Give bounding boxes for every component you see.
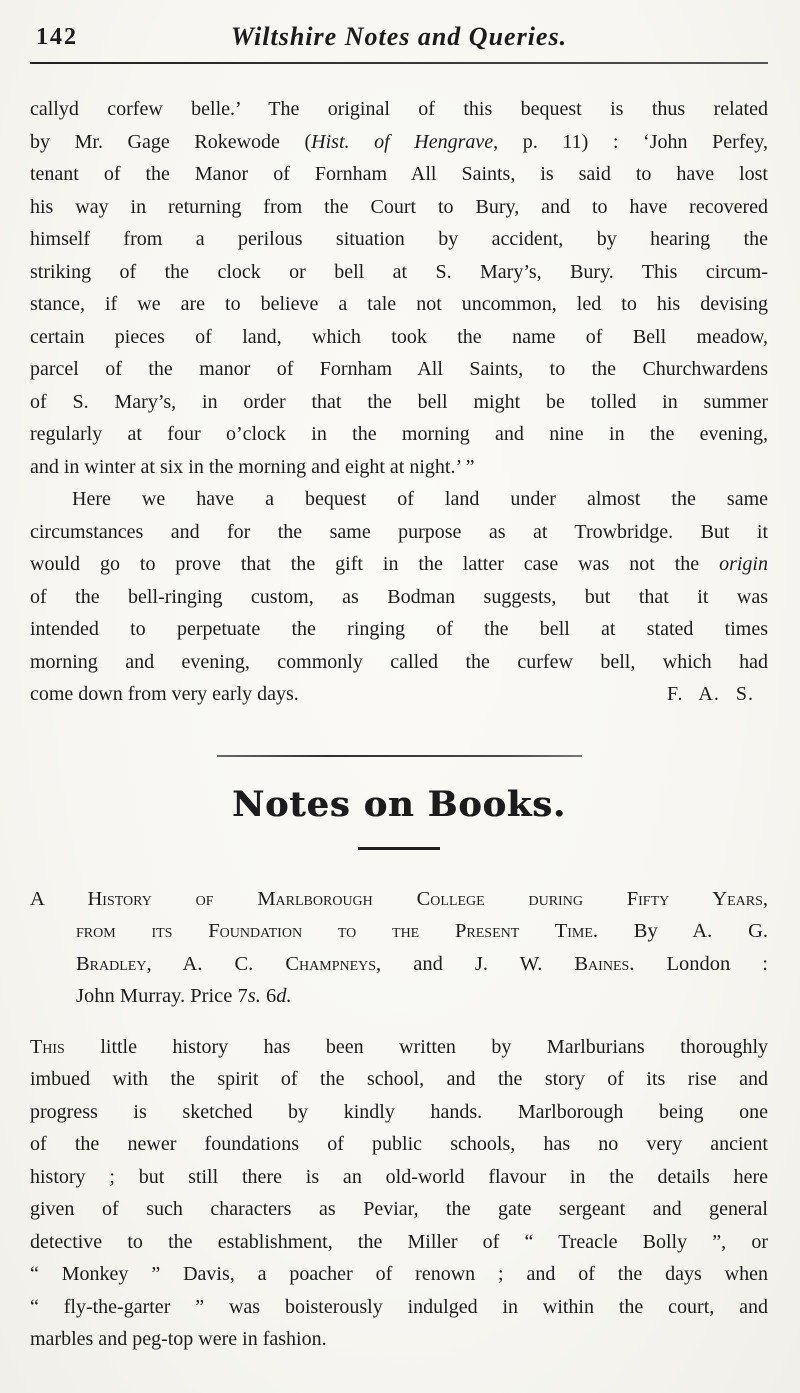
text-segment: stance, if we are to believe a tale not uncommon, led to his devising — [30, 293, 768, 315]
text-segment: and in winter at six in the morning and eight at night.’ ” — [30, 455, 475, 478]
page-number: 142 — [36, 24, 78, 50]
text-line — [30, 1161, 768, 1194]
text-line — [30, 256, 768, 289]
text-line — [30, 883, 768, 916]
text-line — [30, 1063, 768, 1096]
text-line — [30, 980, 768, 1013]
text-line — [30, 483, 768, 516]
text-segment: John Murray. Price 7 — [76, 985, 248, 1007]
text-line — [30, 418, 768, 451]
text-segment: of the bell-ringing custom, as Bodman suggests, but that it was — [30, 585, 768, 608]
text-line — [30, 451, 768, 484]
text-segment: J. W. Baines. — [442, 952, 667, 975]
book-citation — [30, 883, 768, 1013]
text-segment: London : — [666, 952, 769, 975]
text-segment: little history has been written by Marlburians thoroughly — [64, 1035, 768, 1058]
text-segment: would go to prove that the gift in the latter case was not the — [30, 553, 720, 575]
text-line — [30, 915, 768, 948]
text-segment: imbued with the spirit of the school, and the story of its rise and — [30, 1068, 768, 1090]
text-line — [30, 1096, 768, 1129]
text-segment: d. — [276, 985, 292, 1007]
text-line — [30, 678, 768, 711]
text-segment: striking of the clock or bell at S. Mary’s, Bury. This circum- — [30, 260, 768, 283]
text-segment: history ; but still there is an old-world flavour in the details here — [30, 1165, 768, 1188]
text-line — [30, 288, 768, 321]
text-segment: s. — [247, 985, 261, 1007]
text-segment: intended to perpetuate the ringing of the bell at stated times — [30, 618, 768, 640]
text-line — [30, 223, 768, 256]
text-segment: certain pieces of land, which took the name of Bell meadow, — [30, 325, 768, 348]
text-line — [30, 581, 768, 614]
text-segment: By A. G. — [633, 920, 768, 942]
text-segment: his — [42, 1035, 65, 1058]
text-line — [30, 548, 768, 581]
text-segment: detective to the establishment, the Miller of “ Treacle Bolly ”, or — [30, 1230, 768, 1253]
text-line — [30, 158, 768, 191]
heading-underline-rule — [358, 847, 440, 850]
section-divider-rule — [217, 755, 582, 757]
text-line — [30, 1031, 768, 1064]
text-segment: of the newer foundations of public schools, has no very ancient — [30, 1133, 768, 1155]
text-segment: circumstances and for the same purpose as at Trowbridge. But it — [30, 520, 768, 543]
text-line — [30, 1323, 768, 1356]
text-line — [30, 948, 768, 981]
text-segment: and — [413, 952, 443, 975]
text-segment: tenant of the Manor of Fornham All Saints, is said to have lost — [30, 163, 768, 185]
running-title: Wiltshire Notes and Queries. — [230, 22, 568, 51]
text-line — [30, 1193, 768, 1226]
text-segment: morning and evening, commonly called the curfew bell, which had — [30, 650, 768, 673]
text-segment: parcel of the manor of Fornham All Saints, to the Churchwardens — [30, 358, 768, 380]
text-line — [30, 126, 768, 159]
text-segment: from its Foundation to the Present Time. — [76, 920, 634, 942]
text-line — [30, 646, 768, 679]
text-segment: , p. 11) : ‘John Perfey, — [493, 130, 768, 153]
running-head — [30, 22, 768, 58]
text-line — [30, 1258, 768, 1291]
text-line — [30, 1291, 768, 1324]
text-segment: given of such characters as Peviar, the gate sergeant and general — [30, 1198, 768, 1220]
text-segment: Hist. of Hengrave — [311, 130, 494, 153]
article-continuation — [30, 93, 768, 711]
text-segment: by Mr. Gage Rokewode ( — [30, 130, 312, 153]
text-line — [30, 516, 768, 549]
text-segment: callyd corfew belle.’ The original of this bequest is thus related — [30, 98, 768, 120]
text-segment: 6 — [260, 985, 277, 1007]
text-segment: progress is sketched by kindly hands. Marlborough being one — [30, 1100, 768, 1123]
book-review — [30, 883, 768, 1356]
text-segment: himself from a perilous situation by accident, by hearing the — [30, 228, 768, 250]
text-segment: his way in returning from the Court to Bury, and to have recovered — [30, 195, 768, 218]
text-segment: “ Monkey ” Davis, a poacher of renown ; and of the days when — [30, 1263, 768, 1285]
section-heading-notes-on-books: Notes on Books. — [231, 783, 567, 825]
text-line — [30, 1226, 768, 1259]
text-line — [30, 1128, 768, 1161]
paragraph-curfew-bequest — [30, 93, 768, 483]
text-line — [30, 613, 768, 646]
text-segment: Bradley, A. C. Champneys, — [76, 952, 414, 975]
text-segment: origin — [719, 553, 768, 575]
text-segment: of S. Mary’s, in order that the bell might be tolled in summer — [30, 390, 768, 413]
text-segment: Here we have a bequest of land under almost the same — [72, 488, 768, 510]
text-line — [30, 353, 768, 386]
text-segment: come down from very early days. — [30, 683, 299, 705]
text-segment: “ fly-the-garter ” was boisterously indulged in within the court, and — [30, 1295, 768, 1318]
text-segment: marbles and peg-top were in fashion. — [30, 1328, 327, 1350]
text-line — [30, 321, 768, 354]
author-initials: F. A. S. — [667, 683, 754, 705]
text-segment: A History of Marlborough College during Fifty Years, — [30, 887, 768, 910]
text-line — [30, 93, 768, 126]
text-segment: T — [30, 1035, 43, 1058]
review-body-text — [30, 1031, 768, 1356]
text-line — [30, 191, 768, 224]
paragraph-conclusion — [30, 483, 768, 711]
text-line — [30, 386, 768, 419]
header-rule — [30, 62, 768, 64]
text-segment: regularly at four o’clock in the morning and nine in the evening, — [30, 423, 768, 445]
